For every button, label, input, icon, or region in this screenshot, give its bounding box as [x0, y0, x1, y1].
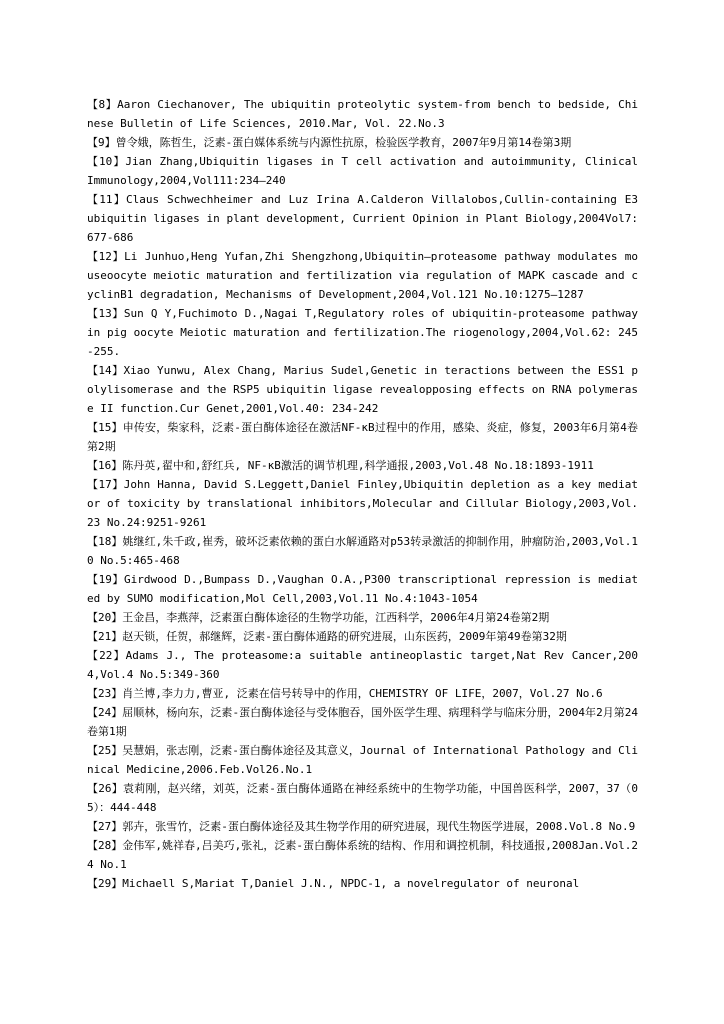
- reference-entry: 【19】Girdwood D.,Bumpass D.,Vaughan O.A.,P300 transcriptional repression is mediated by SUMO modification,Mol Cell,2003,Vol.11 No.4:1043-1054: [87, 573, 638, 605]
- reference-entry: 【24】屈顺林，杨向东，泛素-蛋白酶体途径与受体胞吞，国外医学生理、病理科学与临床分册，2004年2月第24卷第1期: [87, 706, 638, 738]
- reference-entry: 【25】吴慧娟，张志刚，泛素-蛋白酶体途径及其意义，Journal of International Pathology and Clinical Medicine,2006.Feb.Vol26.No.1: [87, 744, 639, 776]
- reference-entry: 【29】Michaell S,Mariat T,Daniel J.N., NPDC-1, a novelregulator of neuronal: [87, 877, 580, 890]
- reference-entry: 【10】Jian Zhang,Ubiquitin ligases in T cell activation and autoimmunity, Clinical Immunology,2004,Vol111:234–240: [87, 155, 638, 187]
- reference-entry: 【8】Aaron Ciechanover, The ubiquitin proteolytic system-from bench to bedside, Chinese Bulletin of Life Sciences, 2010.Mar, Vol. 22.No.3: [87, 98, 638, 130]
- reference-list: [87, 95, 638, 893]
- reference-entry: 【13】Sun Q Y,Fuchimoto D.,Nagai T,Regulatory roles of ubiquitin-proteasome pathway in pig oocyte Meiotic maturation and fertilization.The riogenology,2004,Vol.62: 245-255.: [87, 307, 638, 358]
- reference-entry: 【22】Adams J., The proteasome:a suitable antineoplastic target,Nat Rev Cancer,2004,Vol.4 No.5:349-360: [87, 649, 638, 681]
- reference-entry: 【15】申传安，柴家科，泛素-蛋白酶体途径在激活NF-κB过程中的作用，感染、炎症，修复，2003年6月第4卷第2期: [87, 421, 638, 453]
- reference-entry: 【12】Li Junhuo,Heng Yufan,Zhi Shengzhong,Ubiquitin–proteasome pathway modulates mouseoocyte meiotic maturation and fertilization via regulation of MAPK cascade and cyclinB1 degradation, Mechanisms of Development,2004,Vol.121 No.10:1275–1287: [87, 250, 638, 301]
- reference-entry: 【26】袁莉刚，赵兴绪，刘英，泛素-蛋白酶体通路在神经系统中的生物学功能，中国兽医科学，2007，37（05）：444-448: [87, 782, 638, 814]
- reference-entry: 【9】曾令娥，陈哲生，泛素-蛋白媒体系统与内源性抗原，检验医学教育，2007年9月第14卷第3期: [87, 136, 572, 149]
- reference-entry: 【20】王金昌，李燕萍，泛素蛋白酶体途径的生物学功能，江西科学，2006年4月第24卷第2期: [87, 611, 550, 624]
- reference-entry: 【16】陈丹英,翟中和,舒红兵, NF-κB激活的调节机理,科学通报,2003,Vol.48 No.18:1893-1911: [87, 459, 594, 472]
- reference-entry: 【23】肖兰博,李力力,曹亚, 泛素在信号转导中的作用，CHEMISTRY OF LIFE，2007，Vol.27 No.6: [87, 687, 603, 700]
- reference-entry: 【21】赵天锁，任贺，郝继辉，泛素-蛋白酶体通路的研究进展，山东医药，2009年第49卷第32期: [87, 630, 567, 643]
- reference-entry: 【27】郭卉，张雪竹，泛素-蛋白酶体途径及其生物学作用的研究进展，现代生物医学进展，2008.Vol.8 No.9: [87, 820, 636, 833]
- reference-entry: 【14】Xiao Yunwu, Alex Chang, Marius Sudel,Genetic in teractions between the ESS1 polylisomerase and the RSP5 ubiquitin ligase revealopposing effects on RNA polymerase II function.Cur Genet,2001,Vol.40: 234-242: [87, 364, 638, 415]
- reference-entry: 【18】姚继红,朱千政,崔秀，破坏泛素依赖的蛋白水解通路对p53转录激活的抑制作用，肿瘤防治,2003,Vol.10 No.5:465-468: [87, 535, 638, 567]
- reference-entry: 【28】金伟军,姚祥春,吕美巧,张礼，泛素-蛋白酶体系统的结构、作用和调控机制，科技通报,2008Jan.Vol.24 No.1: [87, 839, 638, 871]
- reference-entry: 【17】John Hanna, David S.Leggett,Daniel Finley,Ubiquitin depletion as a key mediator of toxicity by translational inhibitors,Molecular and Cillular Biology,2003,Vol.23 No.24:9251-9261: [87, 478, 638, 529]
- reference-entry: 【11】Claus Schwechheimer and Luz Irina A.Calderon Villalobos,Cullin-containing E3 ubiquitin ligases in plant development, Currient Opinion in Plant Biology,2004Vol7:677-686: [87, 193, 638, 244]
